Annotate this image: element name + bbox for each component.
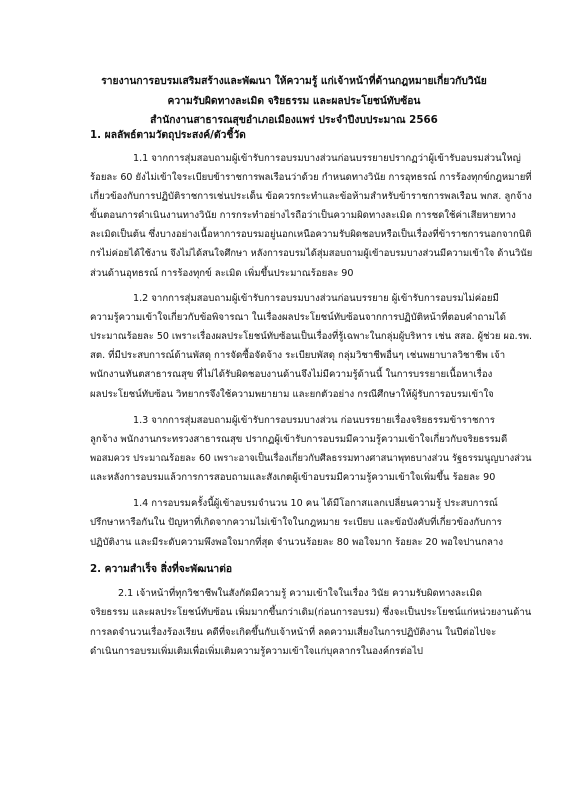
paragraph-line: การลดจำนวนเรื่องร้องเรียน คดีที่จะเกิดขึ้นกับเจ้าหน้าที่ ลดความเสี่ยงในการปฏิบัติงาน ในปีต่อไปจะ (90, 627, 497, 638)
paragraph-line: ร้อยละ 60 ยังไม่เข้าใจระเบียบข้าราชการพลเรือนว่าด้วย กำหนดทางวินัย การอุทธรณ์ การร้องทุกข์กฎหมายที่ (90, 172, 532, 183)
paragraph-line: กรไม่ค่อยได้ใช้งาน จึงไม่ได้สนใจศึกษา หลังการอบรมได้สุ่มสอบถามผู้เข้าอบรมบางส่วนมีความเข้าใจ ด้านวินัย (90, 248, 533, 259)
paragraph-line: สต. ที่มีประสบการณ์ด้านพัสดุ การจัดซื้อจัดจ้าง ระเบียบพัสดุ กลุ่มวิชาชีพอื่นๆ เช่นพยาบาลวิชาชีพ เจ้า (90, 350, 506, 361)
paragraph-line: เกี่ยวข้องกับการปฏิบัติราชการเช่นประเด็น ข้อควรกระทำและข้อห้ามสำหรับข้าราชการพลเรือน พกส. ลูกจ้าง (90, 191, 532, 202)
paragraph-line: พอสมควร ประมาณร้อยละ 60 เพราะอาจเป็นเรื่องเกี่ยวกับศีลธรรมทางศาสนาพุทธบางส่วน รัฐธรรมนูญบางส่วน (90, 453, 532, 464)
paragraph-line: ลูกจ้าง พนักงานกระทรวงสาธารณสุข ปรากฏผู้เข้ารับการอบรมมีความรู้ความเข้าใจเกี่ยวกับจริยธรรมดี (90, 434, 508, 445)
paragraph-line: ปรึกษาหารือกันใน ปัญหาที่เกิดจากความไม่เข้าใจในกฎหมาย ระเบียบ และข้อบังคับที่เกี่ยวข้องกับการ (90, 517, 502, 528)
section-1-heading: 1. ผลลัพธ์ตามวัตถุประสงค์/ตัวชี้วัด (90, 129, 246, 141)
paragraph-line: ส่วนด้านอุทธรณ์ การร้องทุกข์ ละเมิด เพิ่มขึ้นประมาณร้อยละ 90 (90, 268, 354, 279)
title-line-3: สำนักงานสาธารณสุขอำเภอเมืองแพร่ ประจำปีงบประมาณ 2566 (150, 114, 438, 126)
paragraph-line: ปฏิบัติงาน และมีระดับความพึงพอใจมากที่สุด จำนวนร้อยละ 80 พอใจมาก ร้อยละ 20 พอใจปานกลาง (90, 537, 503, 548)
paragraph-line: ประมาณร้อยละ 50 เพราะเรื่องผลประโยชน์ทับซ้อนเป็นเรื่องที่รู้เฉพาะในกลุ่มผู้บริหาร เช่น สสอ. ผู้ช่วย ผอ.รพ. (90, 331, 533, 342)
paragraph-line: 1.2 จากการสุ่มสอบถามผู้เข้ารับการอบรมบางส่วนก่อนบรรยาย ผู้เข้ารับการอบรมไม่ค่อยมี (133, 293, 499, 304)
paragraph-line: ละเมิดเป็นต้น ซึ่งบางอย่างเนื้อหาการอบรมอยู่นอกเหนือความรับผิดชอบหรือเป็นเรื่องที่ข้าราชการนอกจากนิติ (90, 229, 532, 240)
paragraph-line: 1.1 จากการสุ่มสอบถามผู้เข้ารับการอบรมบางส่วนก่อนบรรยายปรากฏว่าผู้เข้ารับอบรมส่วนใหญ่ (133, 153, 521, 164)
paragraph-line: 1.3 จากการสุ่มสอบถามผู้เข้ารับการอบรมบางส่วน ก่อนบรรยายเรื่องจริยธรรมข้าราชการ (133, 415, 495, 426)
paragraph-line: และหลังการอบรมแล้วการการสอบถามและสังเกตผู้เข้าอบรมมีความรู้ความเข้าใจเพิ่มขึ้น ร้อยละ 90 (90, 472, 496, 483)
paragraph-line: จริยธรรม และผลประโยชน์ทับซ้อน เพิ่มมากขึ้นกว่าเดิม(ก่อนการอบรม) ซึ่งจะเป็นประโยชน์แก่หน่วยงานด้าน (90, 607, 532, 618)
paragraph-line: ความรู้ความเข้าใจเกี่ยวกับข้อพิจารณา ในเรื่องผลประโยชน์ทับซ้อนจากการปฏิบัติหน้าที่ตอบคำถามได้ (90, 312, 507, 323)
paragraph-line: 1.4 การอบรมครั้งนี้ผู้เข้าอบรมจำนวน 10 คน ได้มีโอกาสแลกเปลี่ยนความรู้ ประสบการณ์ (133, 498, 498, 509)
paragraph-line: พนักงานทันตสาธารณสุข ที่ไม่ได้รับผิดชอบงานด้านจึงไม่มีความรู้ด้านนี้ ในการบรรยายเนื้อหาเรื่อง (90, 369, 493, 380)
section-2-heading: 2. ความสำเร็จ สิ่งที่จะพัฒนาต่อ (90, 563, 233, 575)
paragraph-line: ผลประโยชน์ทับซ้อน วิทยากรจึงใช้ความพยายาม และยกตัวอย่าง กรณีศึกษาให้ผู้รับการอบรมเข้าใจ (90, 389, 494, 400)
title-line-2: ความรับผิดทางละเมิด จริยธรรม และผลประโยชน์ทับซ้อน (167, 94, 421, 107)
paragraph-line: ดำเนินการอบรมเพิ่มเติมเพื่อเพิ่มเติมความรู้ความเข้าใจแก่บุคลากรในองค์กรต่อไป (90, 646, 423, 657)
paragraph-line: ขั้นตอนการดำเนินงานทางวินัย การกระทำอย่างไรถือว่าเป็นความผิดทางละเมิด การชดใช้ค่าเสียหายทาง (90, 210, 516, 221)
paragraph-line: 2.1 เจ้าหน้าที่ทุกวิชาชีพในสังกัดมีความรู้ ความเข้าใจในเรื่อง วินัย ความรับผิดทางละเมิด (118, 588, 483, 599)
title-line-1: รายงานการอบรมเสริมสร้างและพัฒนา ให้ความรู้ แก่เจ้าหน้าที่ด้านกฎหมายเกี่ยวกับวินัย (101, 75, 487, 87)
document-title (60, 72, 528, 131)
